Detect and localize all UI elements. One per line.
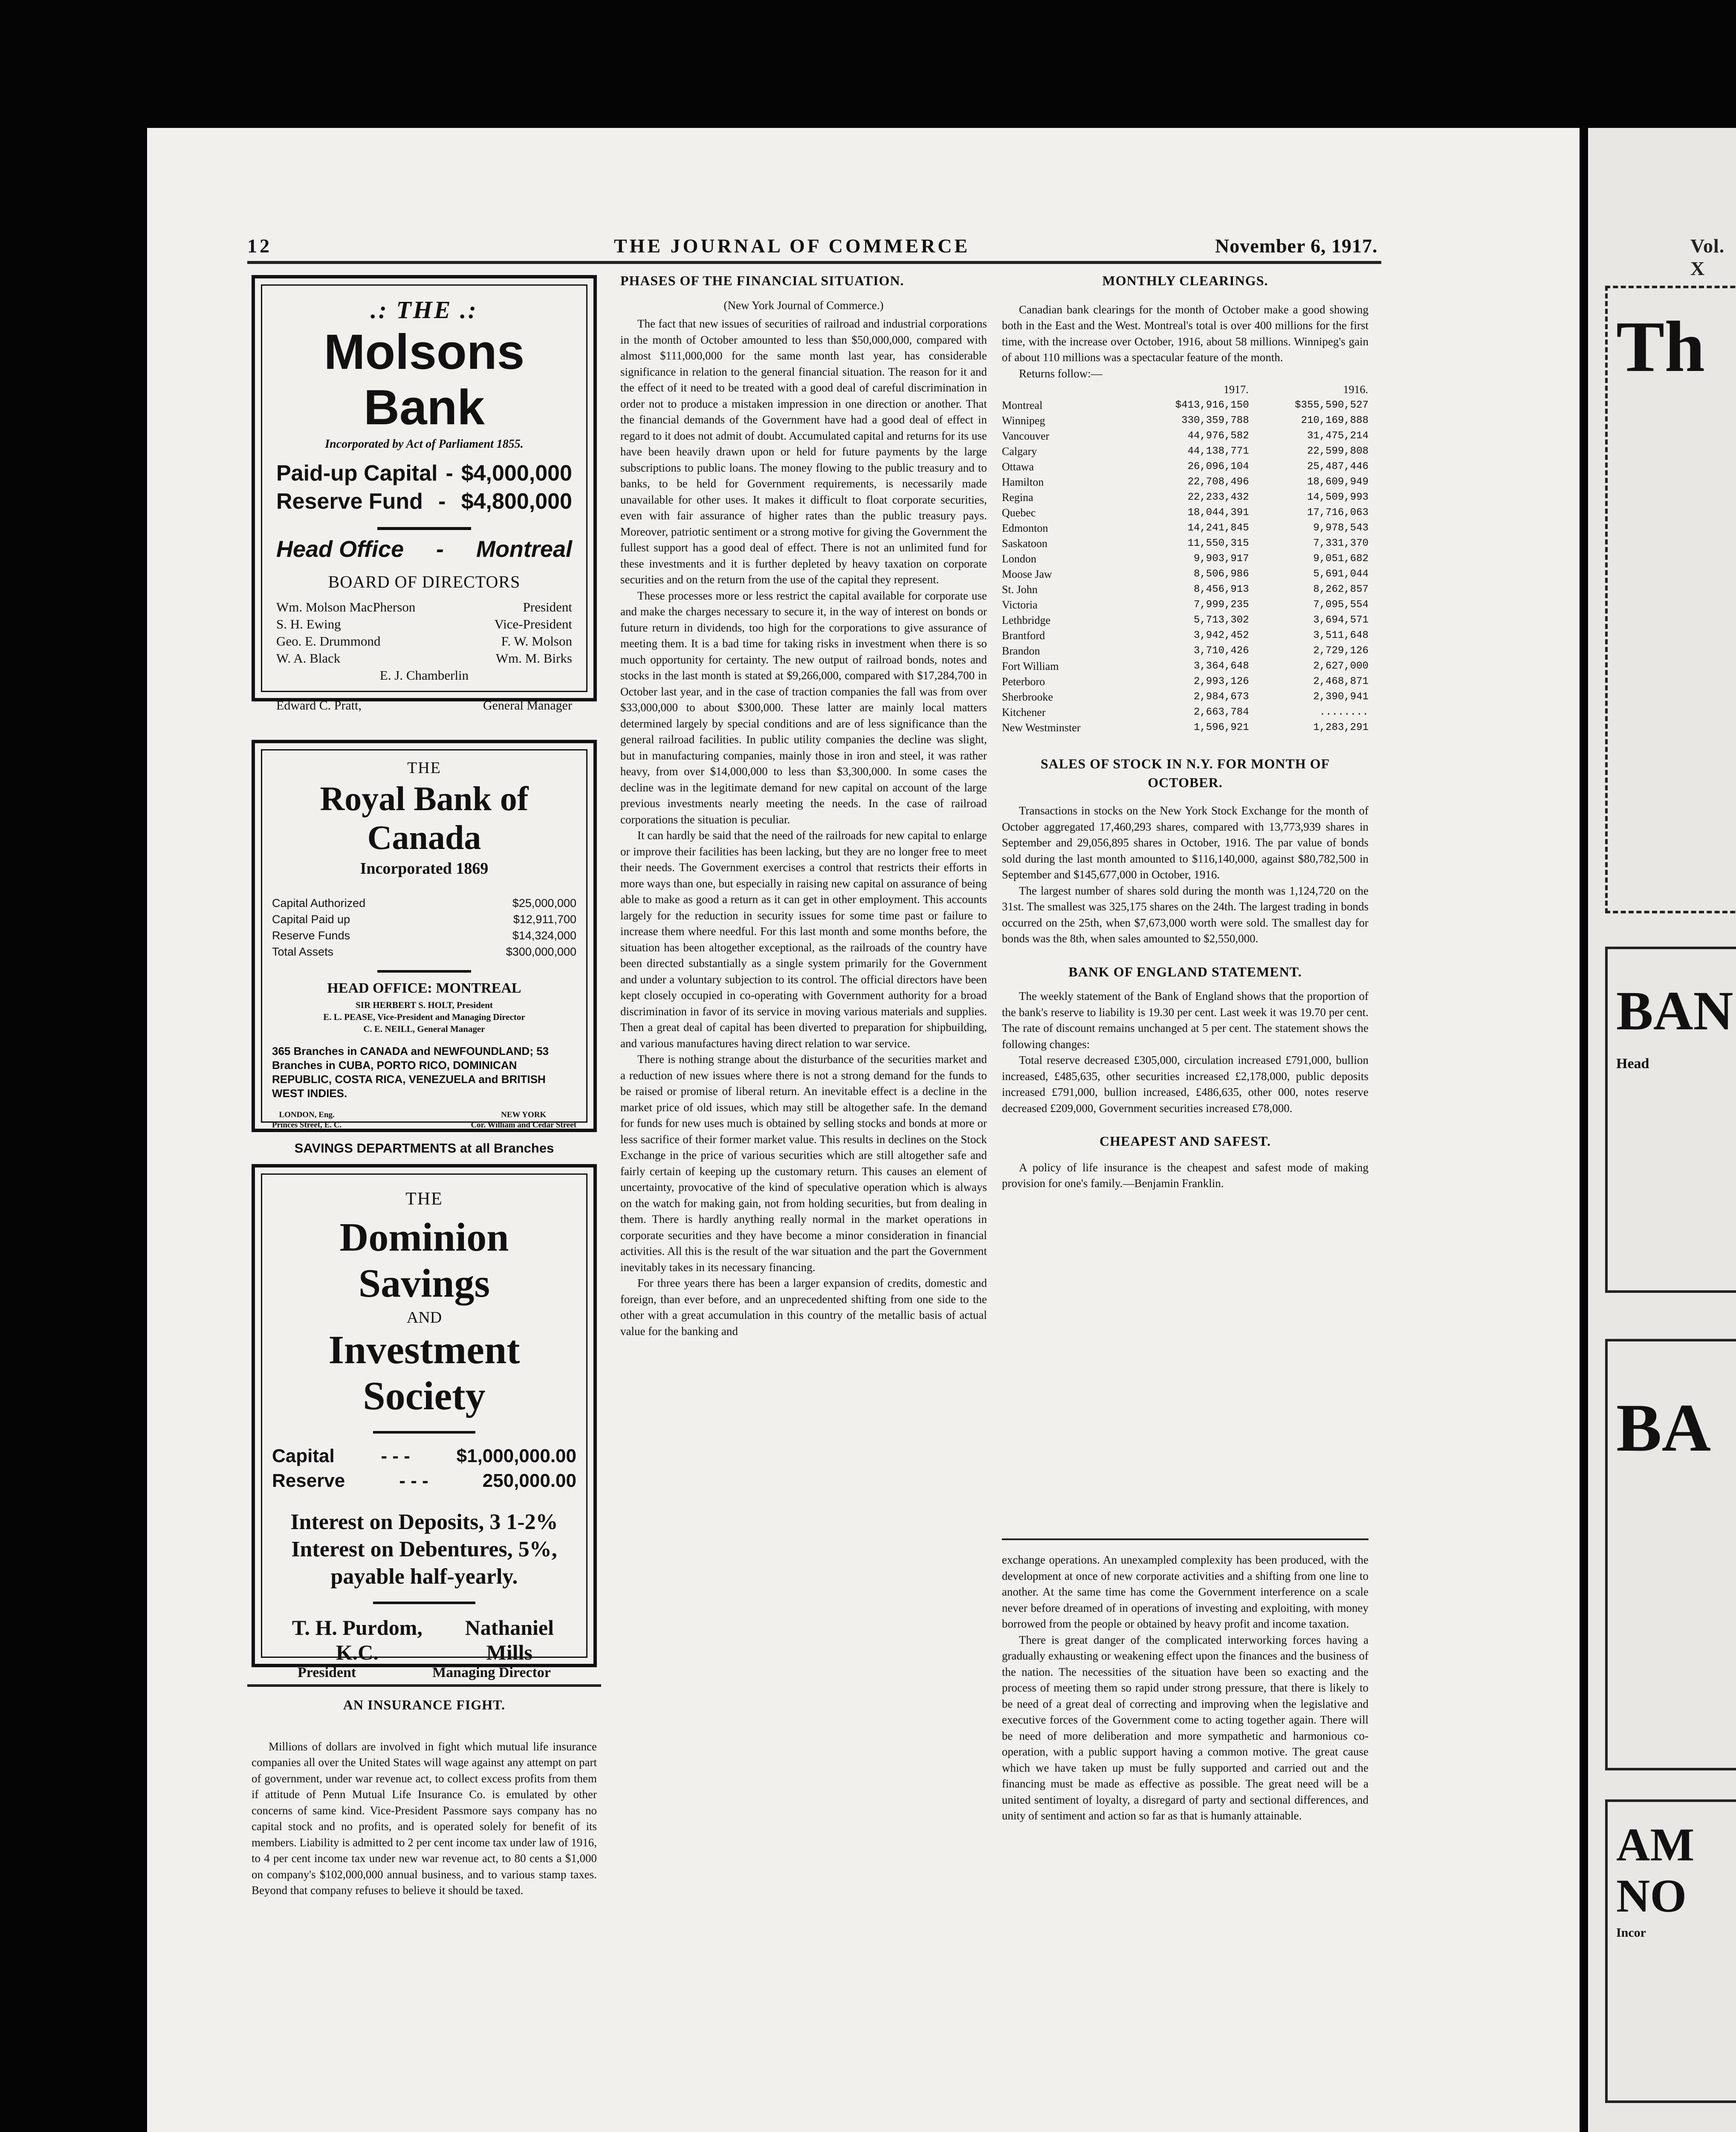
insurance-title: AN INSURANCE FIGHT. <box>343 1697 506 1712</box>
molsons-reserve-row: Reserve Fund - $4,800,000 <box>276 489 572 514</box>
clearings-city: Brandon <box>1002 645 1040 657</box>
clearings-row <box>1002 429 1369 444</box>
clearings-1916-value: 3,694,571 <box>1313 614 1369 626</box>
dominion-the: THE <box>405 1189 443 1209</box>
phases-source: (New York Journal of Commerce.) <box>723 298 884 312</box>
phases-continued <box>1002 1552 1369 1824</box>
clearings-1917-value: $413,916,150 <box>1175 400 1249 411</box>
phases-p2: These processes more or less restrict the capital available for corporate use and make the charges necessary to secure it, in the way of interest on bonds or future return in dividends, too high for the corporations to give assurance of meeting them. It is a bad time for taking risks in investment when there is so much opportunity for certainty. The new output of railroad bonds, notes and stocks in the last month is stated at $9,266,000, compared with $17,284,700 in October last year, and in the case of traction companies the fall was from over $33,000,000 to about $300,000. These latter are mainly local matters determined largely by special conditions and are of less significance than the general railroad facilities. In public utility companies the decline was slight, but in manufacturing companies, mainly those in iron and steel, it was rather heavy, from over $14,000,000 to less than $3,300,000. In some cases the decline was in the legitimate demand for new capital on account of the large previous investments nearly meeting the needs. In the case of railroad corporations the situation is peculiar. <box>620 589 987 826</box>
sales-p2: The largest number of shares sold during the month was 1,124,720 on the 31st. The smallest was 325,175 shares on the 24th. The largest trading in bonds occurred on the 25th, when $7,673,000 worth were sold. The smallest day for bonds was the 8th, when sales amounted to $2,550,000. <box>1002 884 1369 945</box>
phases-article <box>620 273 987 1339</box>
adjacent-ad-2-title: BA <box>1616 1390 1711 1466</box>
clearings-1917-value: 3,942,452 <box>1193 630 1249 641</box>
clearings-city: Fort William <box>1002 660 1059 672</box>
insurance-body: Millions of dollars are involved in fight which mutual life insurance companies all over the United States will wage against any attempt on part of government, under war revenue act, to collect excess profits from them if attitude of Penn Mutual Life Insurance Co. is emulated by other concerns of same kind. Vice-President Passmore says company has no capital stock and no profits, and is operated solely for benefit of its members. Liability is admitted to 2 per cent income tax under law of 1916, to 4 per cent income tax under new war revenue act, to 80 cents a $1,000 on company's $102,000,000 annual business, and to various stamp taxes. Beyond that company refuses to believe it should be taxed. <box>252 1740 597 1897</box>
molsons-directors: Wm. Molson MacPherson President S. H. Ewing Vice-President Geo. E. Drummond F. W. Molson W. A. Black Wm. M. Birks E. J. Chamberlin <box>276 600 572 683</box>
adjacent-bank-title: BAN <box>1616 980 1733 1042</box>
molsons-capital-row: Paid-up Capital - $4,000,000 <box>276 461 572 486</box>
clearings-1917-value: 2,984,673 <box>1193 691 1249 703</box>
clearings-city: London <box>1002 553 1036 565</box>
clearings-1916-value: 31,475,214 <box>1307 430 1369 442</box>
masthead-title: THE JOURNAL OF COMMERCE <box>614 235 970 257</box>
clearings-row <box>1002 398 1369 413</box>
clearings-1917-value: 26,096,104 <box>1187 461 1249 472</box>
clearings-row <box>1002 444 1369 459</box>
sales-p1: Transactions in stocks on the New York Stock Exchange for the month of October aggregated 17,460,293 shares, compared with 13,773,939 shares in September and 29,056,895 shares in October, 1916. The par value of bonds sold during the last month amounted to $116,140,000, against $80,782,500 in September and $145,677,000 in October, 1916. <box>1002 804 1369 881</box>
phases-title: PHASES OF THE FINANCIAL SITUATION. <box>620 273 904 288</box>
royal-name: Royal Bank of Canada <box>320 780 529 857</box>
molsons-incorporation: Incorporated by Act of Parliament 1855. <box>325 437 524 451</box>
clearings-table <box>1002 382 1369 736</box>
phases-p6: exchange operations. An unexampled complexity has been produced, with the development at once of new corporate activities and a shifting from one line to another. At the same time has come the Government interference on a scale never before dreamed of in operations of investing and exploiting, with money borrowed from the people or obtained by heavy profit and income taxation. <box>1002 1553 1369 1630</box>
adjacent-bank-ad <box>1605 947 1736 1293</box>
clearings-1917-value: 22,233,432 <box>1187 492 1249 503</box>
clearings-city: Winnipeg <box>1002 414 1045 427</box>
adjacent-ad-heading: Th <box>1616 307 1705 387</box>
clearings-1916-value: 9,978,543 <box>1313 522 1369 534</box>
clearings-row <box>1002 413 1369 429</box>
molsons-board: BOARD OF DIRECTORS <box>328 572 521 591</box>
dominion-interest: Interest on Deposits, 3 1-2% Interest on Debentures, 5%, payable half-yearly. <box>290 1510 558 1589</box>
dominion-officers: T. H. Purdom, K.C. Nathaniel Mills <box>292 1616 554 1664</box>
royal-head-office: HEAD OFFICE: MONTREAL <box>327 980 521 996</box>
clearings-1916-value: 25,487,446 <box>1307 461 1369 472</box>
molsons-the: .: THE .: <box>370 296 478 324</box>
clearings-city: Kitchener <box>1002 706 1046 718</box>
clearings-1916-value: 17,716,063 <box>1307 507 1369 519</box>
clearings-1916-value: 2,627,000 <box>1313 660 1369 672</box>
clearings-row <box>1002 521 1369 536</box>
insurance-article <box>252 1697 597 1899</box>
clearings-1917-value: 8,456,913 <box>1193 584 1249 595</box>
clearings-1916-value: 7,331,370 <box>1313 538 1369 549</box>
clearings-row <box>1002 628 1369 643</box>
continuation-rule <box>1002 1538 1369 1540</box>
clearings-row <box>1002 689 1369 705</box>
clearings-1917-value: 2,663,784 <box>1193 707 1249 718</box>
clearings-1916-value: 2,390,941 <box>1313 691 1369 703</box>
clearings-1916-value: 5,691,044 <box>1313 568 1369 580</box>
adjacent-page <box>1588 128 1736 2132</box>
clearings-row <box>1002 659 1369 674</box>
clearings-1917-value: 9,903,917 <box>1193 553 1249 565</box>
clearings-1916-value: 210,169,888 <box>1301 415 1369 426</box>
clearings-1917-value: 1,596,921 <box>1193 722 1249 733</box>
clearings-city: New Westminster <box>1002 721 1081 734</box>
clearings-1917-value: 8,506,986 <box>1193 568 1249 580</box>
clearings-city: Montreal <box>1002 399 1043 411</box>
clearings-intro: Canadian bank clearings for the month of October make a good showing both in the East and the West. Montreal's total is over 400 millions for the first time, with the increase over October, 1916, about 58 millions. Winnipeg's gain of about 110 millions was a spectacular feature of the month. <box>1002 303 1369 364</box>
clearings-city: Lethbridge <box>1002 614 1051 626</box>
clearings-city: Peterboro <box>1002 675 1045 688</box>
dominion-and: AND <box>406 1309 442 1327</box>
phases-p4: There is nothing strange about the disturbance of the securities market and a reduction of new issues where there is not a strong demand for the funds to be raised or promise of liberal return. An inevitable effect is a decline in the market price of old issues, which may still be altogether safe. In the demand for funds for new uses much is obtained by selling stocks and bonds at more or less sacrifice of their former market value. This results in declines on the Stock Exchange in the price of various securities which are still altogether safe and fairly certain of keeping up the customary return. This causes an element of uncertainty, provocative of the kind of speculative operation which is always on the watch for making gain, not from holding securities, but from dealing in them. There is hardly anything really normal in the market operations in corporate securities and they have become a minor consideration in financial activities. All this is the result of the war situation and the part the Government inevitably takes in its necessary financing. <box>620 1053 987 1274</box>
clearings-row <box>1002 551 1369 567</box>
right-column <box>1002 273 1369 1192</box>
molsons-bank-ad <box>252 275 597 713</box>
clearings-title: MONTHLY CLEARINGS. <box>1102 273 1268 288</box>
royal-the: THE <box>407 759 441 777</box>
issue-date: November 6, 1917. <box>1215 235 1378 257</box>
adjacent-head-text: Head <box>1616 1056 1649 1072</box>
clearings-city: Victoria <box>1002 599 1038 611</box>
clearings-1917-value: 7,999,235 <box>1193 599 1249 611</box>
clearings-1916-value: 2,729,126 <box>1313 645 1369 657</box>
clearings-1917-value: 44,976,582 <box>1187 430 1249 442</box>
clearings-row <box>1002 459 1369 475</box>
clearings-1916-value: 22,599,808 <box>1307 446 1369 457</box>
clearings-row <box>1002 674 1369 689</box>
clearings-1917-value: 44,138,771 <box>1187 446 1249 457</box>
col-1917: 1917. <box>1224 383 1249 396</box>
clearings-row <box>1002 705 1369 720</box>
clearings-city: Quebec <box>1002 507 1036 519</box>
clearings-row <box>1002 720 1369 736</box>
clearings-row <box>1002 597 1369 613</box>
page-number: 12 <box>247 235 272 257</box>
clearings-1917-value: 3,364,648 <box>1193 660 1249 672</box>
royal-bank-ad <box>252 740 597 1156</box>
clearings-city: Sherbrooke <box>1002 691 1053 703</box>
dominion-title-2: Investment Society <box>328 1328 520 1418</box>
clearings-row <box>1002 536 1369 551</box>
clearings-city: Moose Jaw <box>1002 568 1052 580</box>
dominion-titles: President Managing Director <box>298 1665 551 1680</box>
clearings-returns: Returns follow:— <box>1019 367 1102 380</box>
clearings-1917-value: 3,710,426 <box>1193 645 1249 657</box>
clearings-city: Edmonton <box>1002 522 1048 534</box>
clearings-city: Hamilton <box>1002 476 1044 488</box>
header-rule <box>247 261 1381 264</box>
royal-officers: SIR HERBERT S. HOLT, President E. L. PEASE, Vice-President and Managing Director C. E. NEILL, General Manager <box>323 1000 525 1034</box>
clearings-1916-value: 2,468,871 <box>1313 676 1369 687</box>
col-1916: 1916. <box>1343 383 1368 396</box>
dominion-reserve: Reserve - - - 250,000.00 <box>272 1470 576 1491</box>
molsons-general-manager: Edward C. Pratt, General Manager <box>276 698 572 713</box>
clearings-1917-value: 14,241,845 <box>1187 522 1249 534</box>
dominion-capital: Capital - - - $1,000,000.00 <box>272 1445 576 1466</box>
phases-p7: There is great danger of the complicated interworking forces having a gradually exhausting or weakening effect upon the finances and the business of the nation. The necessities of the situation have been so exacting and the process of meeting them so rapid under strong pressure, that there is likely to be need of a great deal of correcting and improving when the legislative and executive forces of the Government come to acting together again. There will be need of more deliberation and more sympathetic and harmonious co-operation, with a public support having a common motive. The great cause which we have taken up must be fully supported and carried out and the financing must be made as effective as possible. The great need will be a united sentiment of loyalty, a disregard of party and sectional differences, and unity of sentiment and action so far as that is humanly attainable. <box>1002 1633 1369 1822</box>
boe-p1: The weekly statement of the Bank of England shows that the proportion of the bank's reserve to liability is 19.30 per cent. Last week it was 19.70 per cent. The rate of discount remains unchanged at 5 per cent. The statement shows the following changes: <box>1002 990 1369 1051</box>
clearings-row <box>1002 475 1369 490</box>
clearings-city: Regina <box>1002 491 1033 504</box>
clearings-row <box>1002 613 1369 628</box>
adjacent-ad-frame <box>1605 286 1736 913</box>
clearings-1916-value: $355,590,527 <box>1295 400 1369 411</box>
cheapest-title: CHEAPEST AND SAFEST. <box>1099 1133 1271 1149</box>
boe-p2: Total reserve decreased £305,000, circulation increased £791,000, bullion increased, £485,635, other securities increased £2,178,000, public deposits increased £791,000, bullion increased, £486,635, other 000, notes reserve decreased £209,000, Government securities increased £78,000. <box>1002 1054 1369 1115</box>
adjacent-ad-2 <box>1605 1339 1736 1770</box>
clearings-1916-value: ........ <box>1319 707 1369 718</box>
royal-offices: LONDON, Eng. Princes Street, E. C. NEW YORK Cor. William and Cedar Street <box>272 1110 576 1130</box>
clearings-1917-value: 5,713,302 <box>1193 614 1249 626</box>
clearings-row <box>1002 490 1369 505</box>
clearings-row <box>1002 567 1369 582</box>
clearings-row <box>1002 582 1369 597</box>
molsons-head-office: Head Office - Montreal <box>276 536 572 562</box>
royal-branches: 365 Branches in CANADA and NEWFOUNDLAND; 53 Branches in CUBA, PORTO RICO, DOMINICAN REPUBLIC, COSTA RICA, VENEZUELA and BRITISH WEST INDIES. <box>272 1045 549 1100</box>
clearings-row <box>1002 505 1369 521</box>
clearings-1917-value: 22,708,496 <box>1187 476 1249 488</box>
adjacent-ad-3-title: AM NO <box>1616 1819 1695 1922</box>
clearings-1917-value: 11,550,315 <box>1187 538 1249 549</box>
clearings-1917-value: 18,044,391 <box>1187 507 1249 519</box>
sales-title: SALES OF STOCK IN N.Y. FOR MONTH OF OCTOBER. <box>1040 756 1330 790</box>
clearings-1917-value: 330,359,788 <box>1181 415 1249 426</box>
clearings-city: Brantford <box>1002 629 1045 642</box>
phases-p3: It can hardly be said that the need of the railroads for new capital to enlarge or improve their facilities has been lacking, but they are no longer free to meet their needs. The Government exercises a control that restricts their efforts in more ways than one, but especially in raising new capital on assurance of being able to make as good a return as it can get in other employment. This accounts largely for the reduction in security issues for some time past or failure to increase them where needful. For this last month and some months before, the situation has been altogether exceptional, as the railroads of the country have been directed substantially as a single system primarily for the Government and under a voluntary subjection to its control. The official directors have been kept closely occupied in co-operating with Government authority for a broad discrimination in favor of its service in moving various materials and supplies. Then a great deal of capital has been diverted to preparation for shipbuilding, and various manufactures having direct relation to war service. <box>620 829 987 1050</box>
adjacent-ad-3-text: Incor <box>1616 1926 1646 1940</box>
clearings-city: Saskatoon <box>1002 537 1047 550</box>
clearings-1916-value: 8,262,857 <box>1313 584 1369 595</box>
cheapest-body: A policy of life insurance is the cheapest and safest mode of making provision for one's family.—Benjamin Franklin. <box>1002 1161 1369 1190</box>
royal-incorporated: Incorporated 1869 <box>360 860 489 878</box>
adjacent-ad-3 <box>1605 1799 1736 2103</box>
clearings-city: Ottawa <box>1002 461 1034 473</box>
clearings-city: St. John <box>1002 583 1038 596</box>
phases-p1: The fact that new issues of securities of railroad and industrial corporations in the month of October amounted to less than $50,000,000, compared with almost $111,000,000 for the same month last year, has considerable significance in relation to the general financial situation. The reason for it and the effect of it need to be treated with a good deal of careful discrimination in order not to produce a mistaken impression in one direction or another. That the financial demands of the Government have had a good deal of effect in regard to it does not admit of doubt. Accumulated capital and returns for its use have been heavily drawn upon or held for future payments by the large subscriptions to public loans. The money flowing to the public treasury and to banks, to be held for Government requirements, is necessarily made unavailable for other uses. It makes it difficult to float corporate securities, even with fair assurance of higher rates than the public treasury pays. Moreover, patriotic sentiment or a strong motive for giving the Government the fullest support has a good deal of effect. There is not an unlimited fund for these investments and it is further depleted by heavy taxation on corporate securities and on the return from the use of the capital they represent. <box>620 317 987 586</box>
clearings-1916-value: 7,095,554 <box>1313 599 1369 611</box>
clearings-city: Calgary <box>1002 445 1037 458</box>
clearings-city: Vancouver <box>1002 430 1050 442</box>
insurance-rule <box>247 1684 601 1687</box>
clearings-1916-value: 14,509,993 <box>1307 492 1369 503</box>
next-page-header: Vol. X <box>1690 235 1725 279</box>
clearings-1916-value: 1,283,291 <box>1313 722 1369 733</box>
royal-savings: SAVINGS DEPARTMENTS at all Branches <box>294 1141 554 1156</box>
dominion-title-1: Dominion Savings <box>339 1215 509 1306</box>
phases-p5: For three years there has been a larger expansion of credits, domestic and foreign, than ever before, and an unprecedented shifting from one side to the other with a great accumulation in this country of the metallic basis of actual value for the banking and <box>620 1277 987 1338</box>
clearings-row <box>1002 643 1369 659</box>
clearings-1916-value: 3,511,648 <box>1313 630 1369 641</box>
clearings-1917-value: 2,993,126 <box>1193 676 1249 687</box>
boe-title: BANK OF ENGLAND STATEMENT. <box>1068 964 1302 979</box>
royal-figures: Capital Authorized $25,000,000 Capital Paid up $12,911,700 Reserve Funds $14,324,000 Total Assets $300,000,000 <box>272 897 576 958</box>
clearings-1916-value: 18,609,949 <box>1307 476 1369 488</box>
molsons-name: Molsons Bank <box>324 324 525 435</box>
clearings-1916-value: 9,051,682 <box>1313 553 1369 565</box>
dominion-savings-ad <box>252 1164 597 1680</box>
